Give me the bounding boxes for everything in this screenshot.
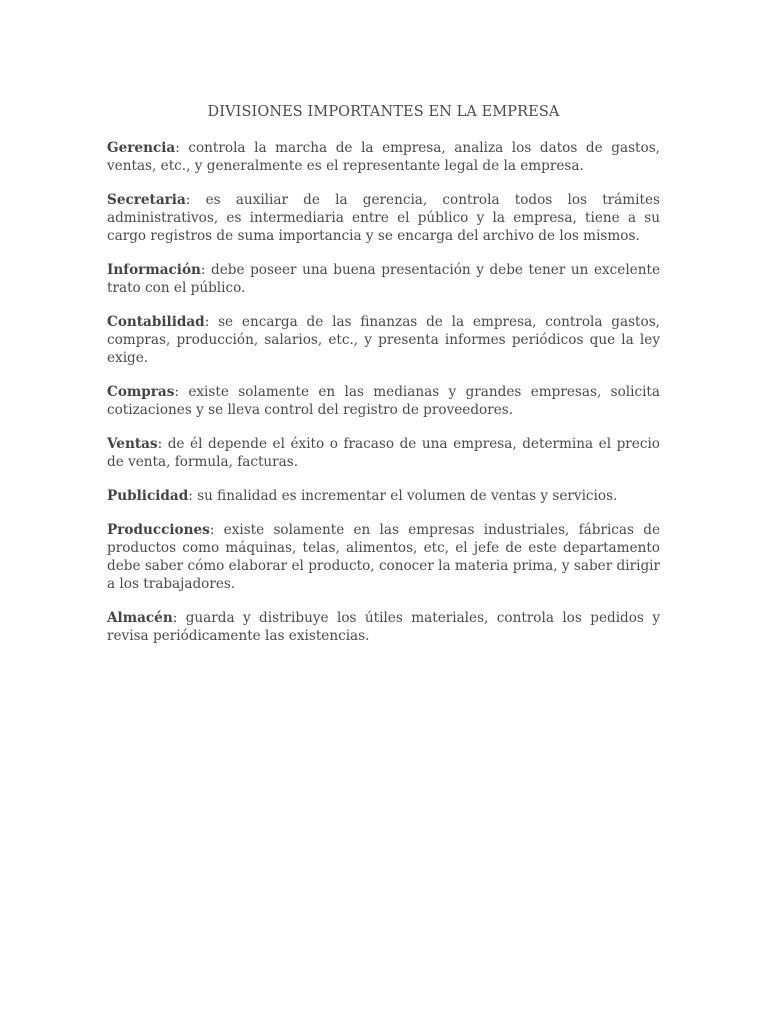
entry-almacen — [107, 609, 660, 645]
entry-gerencia — [107, 139, 660, 175]
entry-description: : debe poseer una buena presentación y debe tener un excelente trato con el público. — [107, 262, 660, 297]
entry-term: Producciones — [107, 521, 210, 538]
entry-term: Información — [107, 262, 201, 279]
entry-term: Secretaria — [107, 191, 186, 208]
entry-compras — [107, 383, 660, 419]
entry-producciones — [107, 521, 660, 594]
document-page — [107, 104, 660, 661]
entry-term: Contabilidad — [107, 313, 205, 330]
entry-secretaria — [107, 191, 660, 246]
entry-ventas — [107, 435, 660, 471]
entry-description: : controla la marcha de la empresa, analiza los datos de gastos, ventas, etc., y generalmente es el representante legal de la empresa. — [107, 140, 660, 175]
entry-description: : de él depende el éxito o fracaso de una empresa, determina el precio de venta, formula, facturas. — [107, 435, 660, 471]
entry-term: Ventas — [107, 435, 158, 452]
entry-description: : se encarga de las finanzas de la empresa, controla gastos, compras, producción, salarios, etc., y presenta informes periódicos que la ley exige. — [107, 313, 660, 367]
entry-description: : existe solamente en las medianas y grandes empresas, solicita cotizaciones y se lleva control del registro de proveedores. — [107, 384, 660, 419]
entry-publicidad — [107, 487, 660, 505]
entry-description: : guarda y distribuye los útiles materiales, controla los pedidos y revisa periódicamente las existencias. — [107, 609, 660, 645]
entry-term: Publicidad — [107, 487, 189, 504]
document-title: DIVISIONES IMPORTANTES EN LA EMPRESA — [207, 104, 560, 120]
entry-term: Gerencia — [107, 140, 176, 156]
entry-contabilidad — [107, 313, 660, 368]
entry-description: : existe solamente en las empresas industriales, fábricas de productos como máquinas, telas, alimentos, etc, el jefe de este departamento debe saber cómo elaborar el producto, conocer la materia prima, y saber dirigir a los trabajadores. — [107, 521, 660, 593]
entry-term: Almacén — [107, 609, 173, 626]
entry-informacion — [107, 261, 660, 297]
entry-term: Compras — [107, 384, 175, 401]
entry-description: : es auxiliar de la gerencia, controla todos los trámites administrativos, es intermediaria entre el público y la empresa, tiene a su cargo registros de suma importancia y se encarga del archivo de los mismos. — [107, 191, 660, 245]
entry-description: : su finalidad es incrementar el volumen de ventas y servicios. — [188, 487, 618, 504]
